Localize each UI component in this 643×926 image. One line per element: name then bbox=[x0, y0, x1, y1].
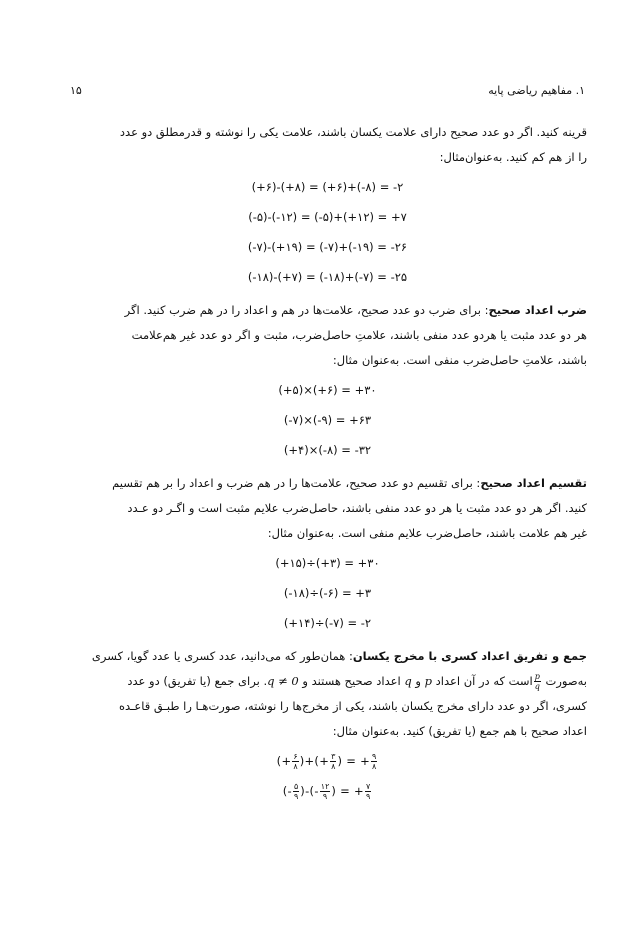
variable: p bbox=[424, 674, 432, 688]
fraction: $\frac{۷}{۹}$ bbox=[365, 782, 371, 801]
division-line bbox=[68, 471, 587, 496]
fraction: $\frac{۵}{۹}$ bbox=[294, 782, 299, 801]
fractions-line bbox=[68, 644, 587, 669]
paragraph-text: و bbox=[415, 674, 421, 688]
section-heading: ضرب اعداد صحیح bbox=[488, 303, 587, 317]
fractions-line bbox=[68, 669, 587, 694]
fractions-line: اعداد صحیح با هم جمع (یا تفریق) کنید. به‌عنوان مثال: bbox=[332, 724, 587, 738]
equation: (-۱۸)-(+۷) = (-۱۸)+(-۷) = -۲۵ bbox=[247, 270, 408, 284]
section-heading: تقسیم اعداد صحیح bbox=[480, 476, 587, 490]
multiplication-line: باشند، علامتِ حاصل‌ضرب منفی است. به‌عنوان مثال: bbox=[332, 353, 587, 367]
paragraph-text: اعداد صحیح هستند و bbox=[302, 674, 401, 688]
section-heading: جمع و تفریق اعداد کسری با مخرج یکسان bbox=[352, 649, 587, 663]
equation: (+۶)-(+۸) = (+۶)+(-۸) = -۲ bbox=[251, 180, 404, 194]
paragraph-text: : برای تقسیم دو عدد صحیح، علامت‌ها را در هم ضرب و اعداد را بر هم تقسیم bbox=[112, 476, 481, 490]
page-number: ۱۵ bbox=[70, 84, 82, 97]
equation: (-۵)-(-۱۲) = (-۵)+(+۱۲) = +۷ bbox=[248, 210, 407, 224]
variable: q bbox=[404, 674, 412, 688]
intro-line: قرینه کنید. اگر دو عدد صحیح دارای علامت یکسان باشند، علامت یکی را نوشته و قدرمطلق دو عدد bbox=[119, 125, 587, 139]
paragraph-text: . برای جمع (یا تفریق) دو عدد bbox=[127, 674, 268, 688]
multiplication-line bbox=[68, 298, 587, 323]
fraction: $\frac{۱۲}{۹}$ bbox=[320, 782, 330, 801]
equation: (+۱۵)÷(+۳) = +۳۰ bbox=[275, 556, 380, 570]
paragraph-text: : همان‌طور که می‌دانید، عدد کسری یا عدد گویا، کسری bbox=[91, 649, 353, 663]
denominator: q bbox=[534, 682, 540, 691]
equation: (+۱۴)÷(-۷) = -۲ bbox=[283, 616, 372, 630]
page-body bbox=[68, 120, 587, 806]
paragraph-text: است که در آن اعداد bbox=[435, 674, 533, 688]
numerator: p bbox=[534, 672, 540, 681]
division-line: غیر هم علامت باشند، حاصل‌ضرب علایم منفی است. به‌عنوان مثال: bbox=[267, 526, 587, 540]
equation: (-۷)-(+۱۹) = (-۷)+(-۱۹) = -۲۶ bbox=[247, 240, 408, 254]
equation: (+۵)×(+۶) = +۳۰ bbox=[278, 383, 377, 397]
fraction: $\frac{۳}{۸}$ bbox=[331, 752, 336, 771]
chapter-title: ۱. مفاهیم ریاضی پایه bbox=[488, 84, 585, 97]
equation: (-۱۸)÷(-۶) = +۳ bbox=[283, 586, 372, 600]
division-line: کنید. اگر هر دو عدد مثبت یا هر دو عدد منفی باشند، حاصل‌ضرب علایم مثبت است و اگـر دو عـدد bbox=[127, 501, 587, 515]
paragraph-text: به‌صورت bbox=[545, 674, 587, 688]
equation: (+۴)×(-۸) = -۳۲ bbox=[283, 443, 372, 457]
fraction-equation: (- $\frac{۵}{۹}$ )-(- $\frac{۱۲}{۹}$ ) = + $\frac{۷}{۹}$ bbox=[282, 782, 371, 801]
intro-line: را از هم کم کنید. به‌عنوان‌مثال: bbox=[439, 150, 587, 164]
equation: (-۷)×(-۹) = +۶۳ bbox=[283, 413, 372, 427]
fraction: $\frac{۶}{۸}$ bbox=[293, 752, 298, 771]
multiplication-line: هر دو عدد مثبت یا هردو عدد منفی باشند، علامتِ حاصل‌ضرب، مثبت و اگر دو عدد غیر هم‌علامت bbox=[131, 328, 587, 342]
condition: q ≠ 0 bbox=[267, 674, 299, 688]
fraction bbox=[534, 672, 541, 691]
paragraph-text: : برای ضرب دو عدد صحیح، علامت‌ها در هم و اعداد را در هم ضرب کنید. اگر bbox=[124, 303, 489, 317]
page-header bbox=[70, 84, 585, 104]
fraction-equation: (+ $\frac{۶}{۸}$ )+(+ $\frac{۳}{۸}$ ) = + $\frac{۹}{۸}$ bbox=[276, 752, 377, 771]
fractions-line: کسری، اگر دو عدد دارای مخرج یکسان باشند، یکی از مخرج‌ها را نوشته، صورت‌هـا را طبـق قاعـده bbox=[118, 699, 587, 713]
fraction: $\frac{۹}{۸}$ bbox=[372, 752, 377, 771]
